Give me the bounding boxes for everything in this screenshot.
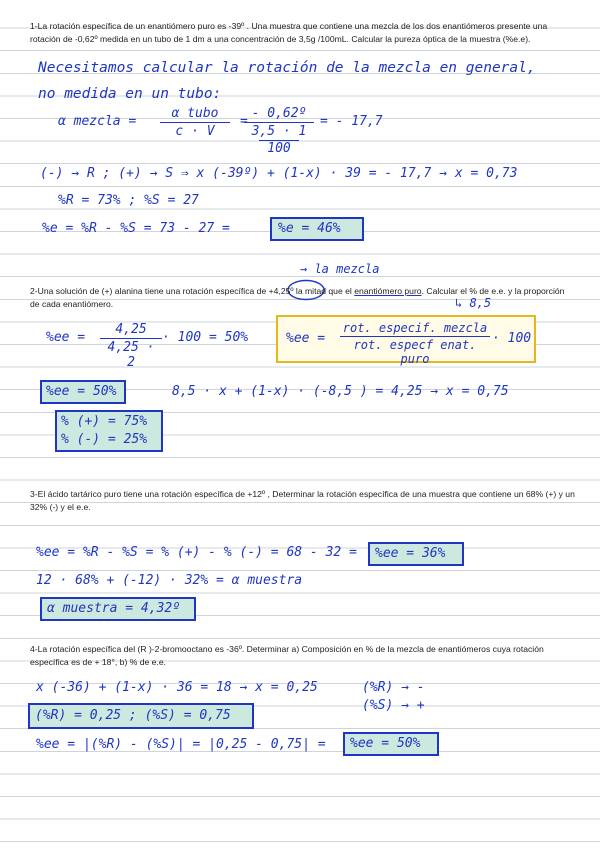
q4-ee-box [343,732,439,756]
question-2-statement [30,285,575,310]
q4-side1: (%R) → - [362,680,425,695]
q2-minus: % (-) = 25% [61,432,148,447]
q2-ee-box [40,380,126,404]
q1-frac2-num: - 0,62º [251,106,307,121]
question-1-statement: 1-La rotación específica de un enantiómero puro es -39º . Una muestra que contiene una mezcla de los dos enantiómeros presente una rotación de -0,62º medida en un tubo de 1 dm a una concentración de 3,5g /100mL. Calcular la pureza óptica de la muestra (%e.e). [30,21,548,44]
q1-line-ee: %e = %R - %S = 73 - 27 = [42,221,230,236]
q2-statement-c: . Calcular el % de e.e. y la proporción de cada enantiómero. [30,286,565,309]
q3-boxed-alpha: α muestra = 4,32º [47,601,181,616]
q1-frac2-den2: 100 [259,140,299,156]
q1-frac1-den: c · V [175,124,215,139]
q2-note-85: ↳ 8,5 [455,296,492,310]
q3-boxed-ee: %ee = 36% [375,546,446,561]
q4-side2: (%S) → + [362,698,425,713]
q4-line-x: x (-36) + (1-x) · 36 = 18 → x = 0,25 [36,680,318,695]
q2-statement-under: enantiómero puro [354,286,422,296]
q2-yb-label: %ee = [286,331,326,346]
q4-boxed-ee: %ee = 50% [350,736,421,751]
q3-alpha-box [40,597,196,621]
q1-note-line1: Necesitamos calcular la rotación de la mezcla en general, [38,60,536,76]
q2-statement-a: 2-Una solución de (+) alanina tiene una rotación específica de [30,286,267,296]
q2-frac-num: 4,25 [115,322,147,337]
q1-frac1-num: α tubo [171,106,219,121]
q2-boxed-ee: %ee = 50% [46,384,117,399]
q2-note-mezcla: → la mezcla [300,262,380,276]
q1-eq1: = [240,114,248,129]
q1-frac2-den: 3,5 · 1 [251,124,307,139]
q4-boxed-comp: (%R) = 0,25 ; (%S) = 0,75 [35,708,231,723]
q1-boxed-ee: %e = 46% [278,221,341,236]
q1-fraction-2 [244,106,314,156]
q2-eq-line: 8,5 · x + (1-x) · (-8,5 ) = 4,25 → x = 0,75 [172,384,509,399]
q3-ee-box [368,542,464,566]
q2-statement-val: +4,25º [268,286,294,296]
q2-yb-num: rot. especif. mezcla [342,321,488,335]
q1-line-pct: %R = 73% ; %S = 27 [58,193,199,208]
q1-fraction-1 [160,106,230,139]
q1-line-r: (-) → R ; (+) → S ⇒ x (-39º) + (1-x) · 39 = - 17,7 → x = 0,73 [40,166,518,181]
q1-alpha-label: α mezcla = [58,114,137,129]
q2-frac-den: 4,25 · 2 [107,340,155,370]
q1-note-line2: no medida en un tubo: [38,86,222,102]
q2-yb-den: rot. especf enat. puro [353,338,477,366]
q2-statement-b: la mitad que el [295,286,352,296]
q2-plus: % (+) = 75% [61,414,148,429]
q2-ee-label: %ee = [46,330,86,345]
q2-ee-tail: · 100 = 50% [162,330,249,345]
q4-line-ee: %ee = |(%R) - (%S)| = |0,25 - 0,75| = [36,737,326,752]
q1-result-box [270,217,364,241]
q3-line-ee: %ee = %R - %S = % (+) - % (-) = 68 - 32 = [36,545,357,560]
q3-line-alpha: 12 · 68% + (-12) · 32% = α muestra [36,573,303,588]
question-4-statement: 4-La rotación específica del (R )-2-bromooctano es -36º. Determinar a) Composición en % de la mezcla de enantiómeros cuya rotación específica es de + 18°, b) % de e.e. [30,644,544,667]
q2-yb-tail: · 100 [492,331,532,346]
q2-formula-box [276,315,536,366]
question-3-statement: 3-El ácido tartárico puro tiene una rotación específica de +12º , Determinar la rotación específica de una muestra que contiene un 68% (+) y un 32% (-) y el e.e. [30,489,575,512]
q1-result1: = - 17,7 [320,114,383,129]
q2-proportion-box [55,410,163,452]
q2-yb-fraction [340,321,490,366]
q4-composition-box [28,703,254,729]
q2-fraction [100,322,162,370]
